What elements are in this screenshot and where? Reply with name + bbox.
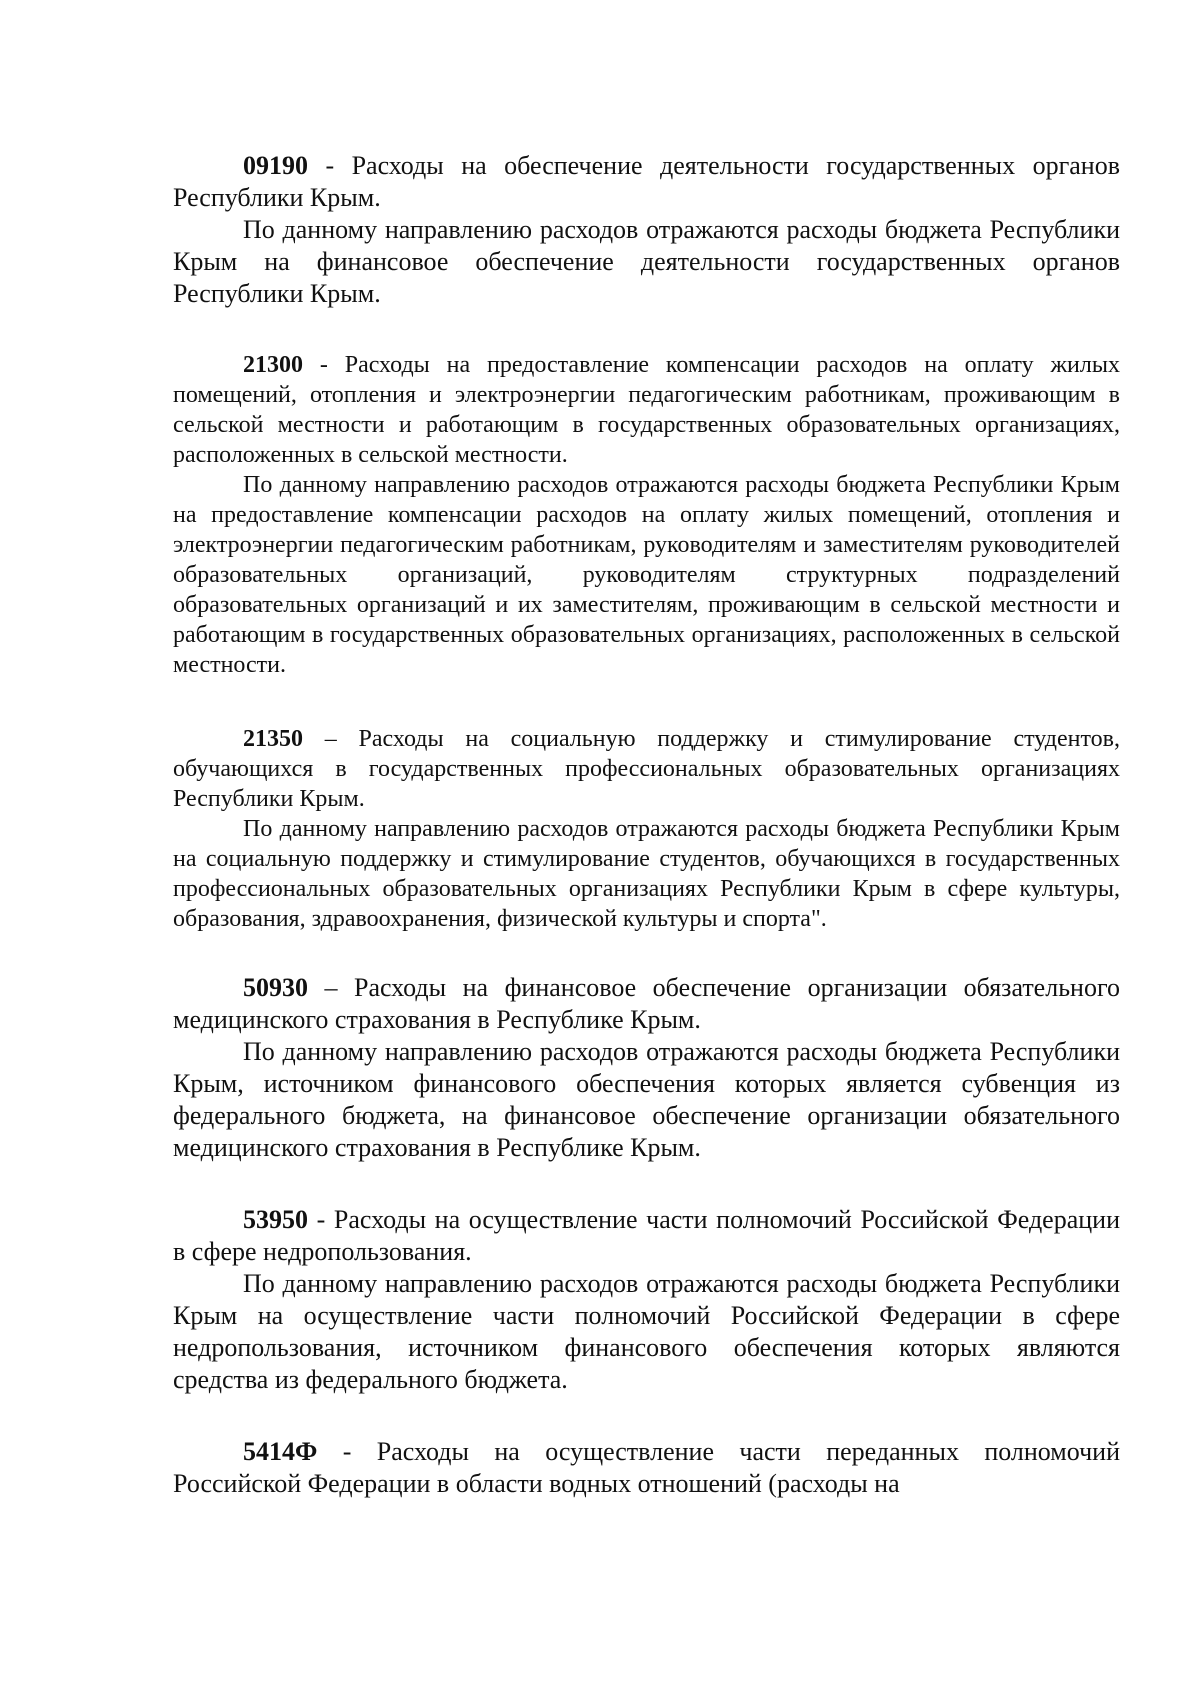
section-heading [173, 1204, 1120, 1268]
section-body: По данному направлению расходов отражаются расходы бюджета Республики Крым на предоставление компенсации расходов на оплату жилых помещений, отопления и электроэнергии педагогическим работникам, руководителям и заместителям руководителей образовательных организаций, руководителям структурных подразделений образовательных организаций и их заместителям, проживающим в сельской местности и работающим в государственных образовательных организациях, расположенных в сельской местности. [173, 472, 1120, 678]
expense-title: - Расходы на обеспечение деятельности государственных органов Республики Крым. [173, 151, 1120, 212]
section-09190 [173, 150, 1120, 310]
expense-code: 21300 [243, 352, 303, 378]
expense-title: - Расходы на осуществление части переданных полномочий Российской Федерации в области водных отношений (расходы на [173, 1437, 1120, 1498]
section-53950 [173, 1204, 1120, 1396]
section-21300 [173, 350, 1120, 680]
expense-code: 50930 [243, 973, 308, 1002]
section-heading [173, 972, 1120, 1036]
expense-title: – Расходы на социальную поддержку и стимулирование студентов, обучающихся в государственных профессиональных образовательных организациях Республики Крым. [173, 726, 1120, 812]
section-50930 [173, 972, 1120, 1164]
section-body: По данному направлению расходов отражаются расходы бюджета Республики Крым, источником финансового обеспечения которых является субвенция из федерального бюджета, на финансовое обеспечение организации обязательного медицинского страхования в Республике Крым. [173, 1037, 1120, 1162]
expense-code: 09190 [243, 151, 308, 180]
expense-title: – Расходы на финансовое обеспечение организации обязательного медицинского страхования в Республике Крым. [173, 973, 1120, 1034]
section-body: По данному направлению расходов отражаются расходы бюджета Республики Крым на финансовое обеспечение деятельности государственных органов Республики Крым. [173, 215, 1120, 308]
section-body: По данному направлению расходов отражаются расходы бюджета Республики Крым на осуществление части полномочий Российской Федерации в сфере недропользования, источником финансового обеспечения которых являются средства из федерального бюджета. [173, 1269, 1120, 1394]
expense-code: 21350 [243, 726, 303, 752]
section-heading [173, 150, 1120, 214]
section-heading [173, 1436, 1120, 1500]
section-21350 [173, 724, 1120, 934]
section-heading [173, 350, 1120, 470]
document-page [173, 150, 1120, 1500]
section-body: По данному направлению расходов отражаются расходы бюджета Республики Крым на социальную поддержку и стимулирование студентов, обучающихся в государственных профессиональных образовательных организациях Республики Крым в сфере культуры, образования, здравоохранения, физической культуры и спорта". [173, 816, 1120, 932]
section-5414f [173, 1436, 1120, 1500]
expense-title: - Расходы на предоставление компенсации расходов на оплату жилых помещений, отопления и электроэнергии педагогическим работникам, проживающим в сельской местности и работающим в государственных образовательных организациях, расположенных в сельской местности. [173, 352, 1120, 468]
expense-code: 53950 [243, 1205, 308, 1234]
section-heading [173, 724, 1120, 814]
expense-title: - Расходы на осуществление части полномочий Российской Федерации в сфере недропользования. [173, 1205, 1120, 1266]
expense-code: 5414Ф [243, 1437, 318, 1466]
